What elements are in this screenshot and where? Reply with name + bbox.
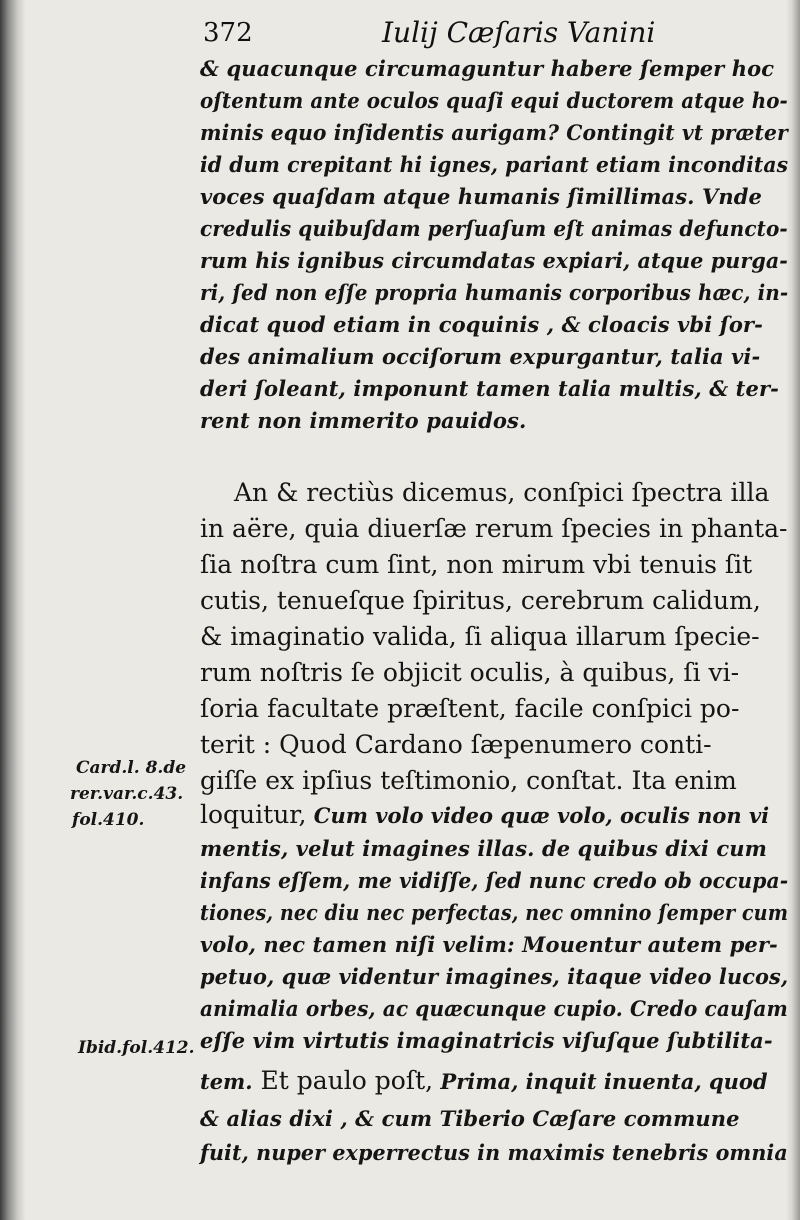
page-number: 372: [203, 18, 253, 48]
text-line: in aëre, quia diuerſæ rerum ſpecies in phanta-: [200, 514, 788, 543]
page-edge-shadow: [786, 0, 800, 1220]
text-line: An & rectiùs dicemus, conſpici ſpectra illa: [234, 478, 770, 507]
text-line: volo, nec tamen niſi velim: Mouentur autem per-: [200, 932, 778, 957]
text-line: ſoria facultate præſtent, facile conſpici po-: [200, 694, 740, 723]
text-line: infans eſſem, me vidiſſe, ſed nunc credo ob occupa-: [200, 868, 789, 893]
margin-note-line: fol.410.: [72, 810, 145, 830]
text-line: & quacunque circumaguntur habere ſemper hoc: [200, 56, 775, 81]
roman-text: loquitur,: [200, 800, 307, 829]
text-line: terit : Quod Cardano ſæpenumero conti-: [200, 730, 712, 759]
text-line: rum his ignibus circumdatas expiari, atque purga-: [200, 248, 788, 273]
text-line: cutis, tenueſque ſpiritus, cerebrum calidum,: [200, 586, 761, 615]
text-line: minis equo inſidentis aurigam? Contingit vt præter: [200, 120, 788, 145]
text-line: voces quaſdam atque humanis ſimillimas. Vnde: [200, 184, 762, 209]
page-header: [0, 12, 800, 52]
text-line: fuit, nuper experrectus in maximis tenebris omnia: [200, 1140, 788, 1165]
roman-text: Et paulo poſt,: [252, 1066, 434, 1095]
text-line: des animalium occiſorum expurgantur, talia vi-: [200, 344, 761, 369]
margin-note-line: Card.l. 8.de: [76, 758, 187, 778]
text-line: credulis quibuſdam perſuaſum eſt animas defuncto-: [200, 216, 788, 241]
text-line: animalia orbes, ac quæcunque cupio. Credo cauſam: [200, 996, 788, 1021]
text-line: ſia noſtra cum ſint, non mirum vbi tenuis ſit: [200, 550, 753, 579]
text-line: id dum crepitant hi ignes, pariant etiam inconditas: [200, 152, 789, 177]
text-line: & imaginatio valida, ſi aliqua illarum ſpecie-: [200, 622, 760, 651]
margin-note-2: Ibid.fol.412.: [78, 1038, 195, 1058]
text-line: ri, ſed non eſſe propria humanis corporibus hæc, in-: [200, 280, 789, 305]
text-line: [200, 1066, 768, 1095]
italic-text: Prima, inquit inuenta, quod: [433, 1069, 768, 1094]
text-line: deri ſoleant, imponunt tamen talia multis, & ter-: [200, 376, 779, 401]
italic-text: Cum volo video quæ volo, oculis non vi: [306, 803, 770, 828]
text-line: oſtentum ante oculos quaſi equi ductorem atque ho-: [200, 88, 788, 113]
text-line: tiones, nec diu nec perfectas, nec omnino ſemper cum: [200, 900, 789, 925]
text-line: giſſe ex ipſius teſtimonio, conſtat. Ita enim: [200, 766, 737, 795]
text-line: rum noſtris ſe objicit oculis, à quibus, ſi vi-: [200, 658, 740, 687]
italic-text: tem.: [200, 1069, 253, 1094]
text-line: [200, 800, 769, 829]
text-line: & alias dixi , & cum Tiberio Cæſare commune: [200, 1106, 740, 1131]
text-line: eſſe vim virtutis imaginatricis viſuſque ſubtilita-: [200, 1028, 773, 1053]
text-line: mentis, velut imagines illas. de quibus dixi cum: [200, 836, 767, 861]
running-head: Iulij Cæſaris Vanini: [382, 16, 656, 49]
text-line: petuo, quæ videntur imagines, itaque video lucos,: [200, 964, 789, 989]
book-gutter-shadow: [0, 0, 26, 1220]
text-line: rent non immerito pauidos.: [200, 408, 527, 433]
margin-note-line: rer.var.c.43.: [70, 784, 184, 804]
text-line: dicat quod etiam in coquinis , & cloacis vbi ſor-: [200, 312, 763, 337]
